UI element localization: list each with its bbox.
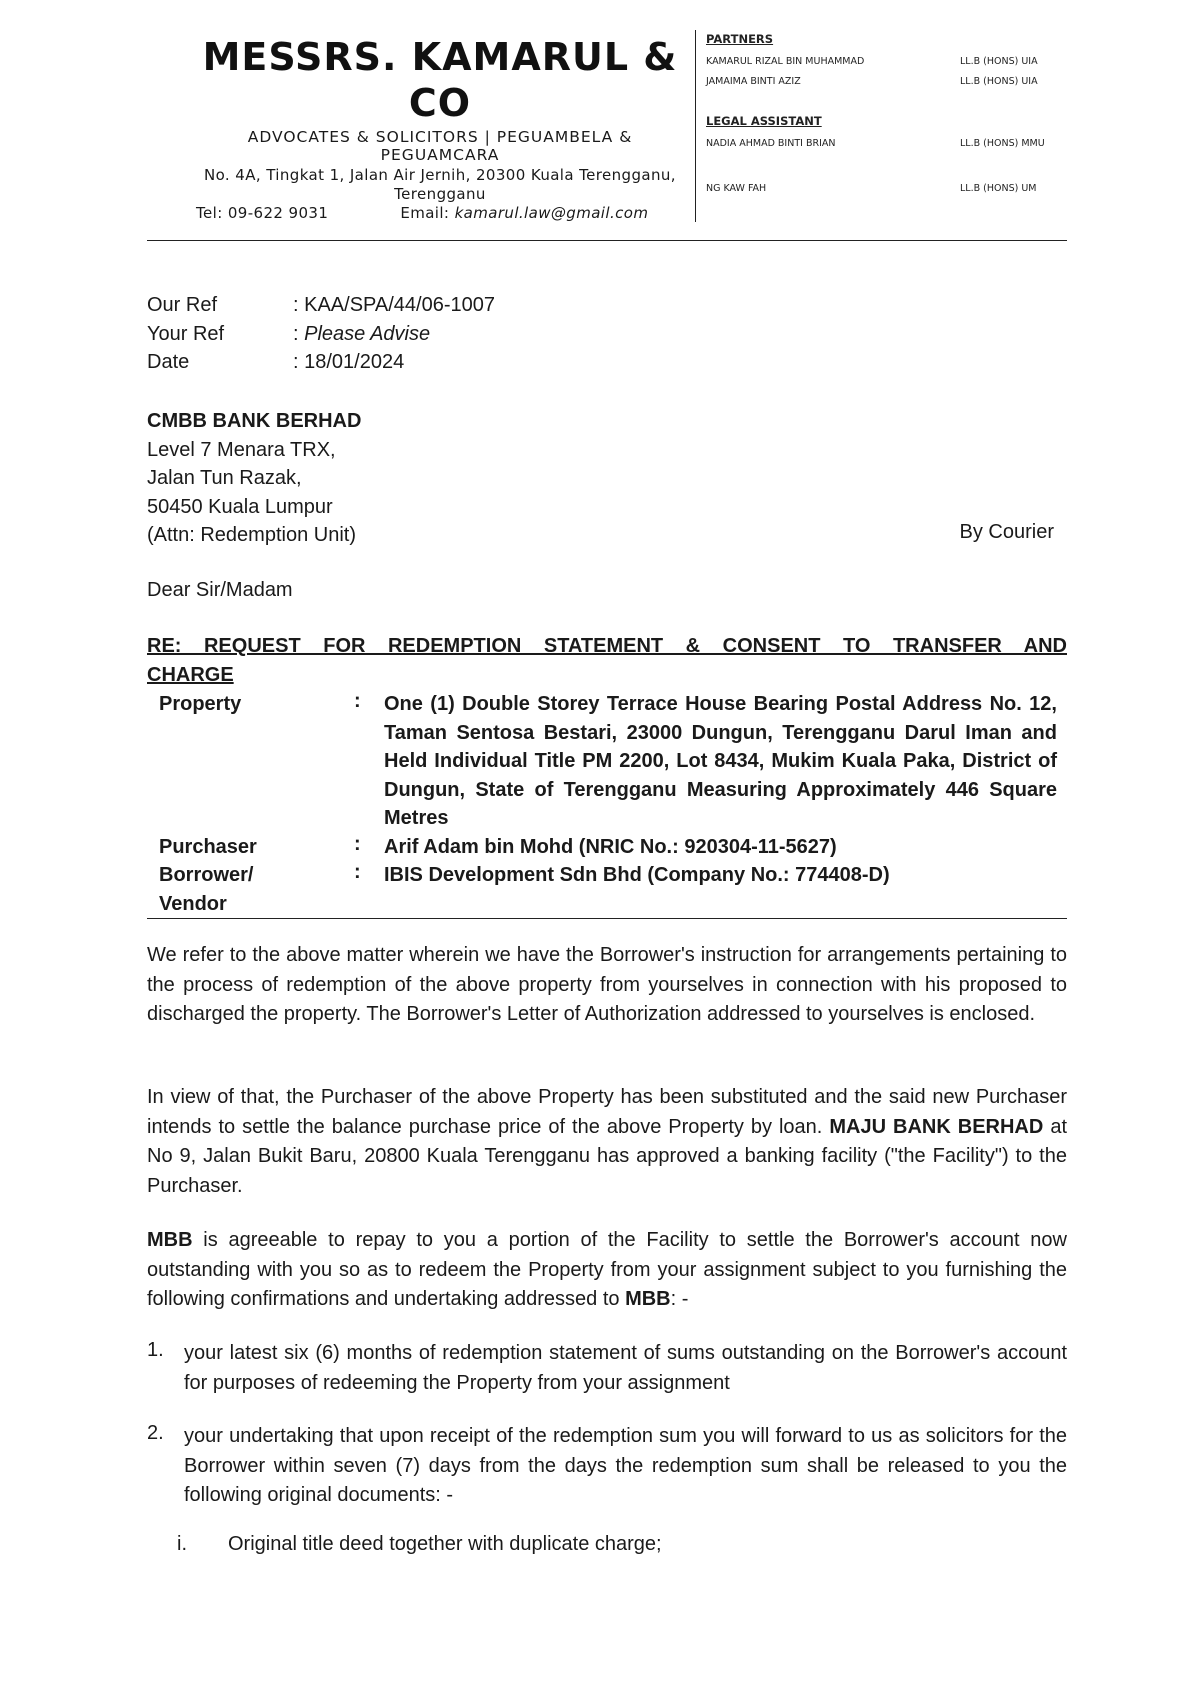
- assistant-row: [706, 138, 1076, 149]
- sublist-numeral: i.: [177, 1533, 187, 1555]
- list-number: 2.: [147, 1422, 164, 1444]
- borrower-label: Borrower/: [159, 864, 254, 886]
- firm-address: No. 4A, Tingkat 1, Jalan Air Jernih, 20300 Kuala Terengganu, Terengganu: [204, 166, 676, 203]
- firm-contact: [190, 204, 690, 223]
- partner-qualification: LL.B (HONS) UIA: [960, 76, 1038, 87]
- recipient-line: Level 7 Menara TRX,: [147, 438, 336, 461]
- paragraph-3-text: is agreeable to repay to you a portion of the Facility to settle the Borrower's account now outstanding with you so as to redeem the Property from your assignment subject to you furnishing the following confirmations and undertaking addressed to: [147, 1229, 1067, 1310]
- bank-abbrev: MBB: [625, 1288, 671, 1310]
- our-ref-row: [147, 294, 495, 317]
- partners-heading: PARTNERS: [706, 32, 774, 46]
- letterhead-divider: [695, 30, 696, 222]
- date-value: : 18/01/2024: [293, 351, 405, 373]
- firm-name: MESSRS. KAMARUL & CO: [202, 35, 678, 125]
- subject-line: CHARGE: [147, 664, 234, 686]
- property-colon: :: [354, 690, 361, 712]
- assistant-qualification: LL.B (HONS) MMU: [960, 138, 1045, 149]
- list-number: 1.: [147, 1339, 164, 1361]
- paragraph-3: [147, 1226, 1067, 1315]
- paragraph-1: We refer to the above matter wherein we have the Borrower's instruction for arrangements pertaining to the process of redemption of the above property from yourselves in connection with his proposed to discharged the property. The Borrower's Letter of Authorization addressed to yourselves is enclosed.: [147, 944, 1067, 1025]
- your-ref-row: [147, 323, 431, 346]
- salutation: Dear Sir/Madam: [147, 579, 293, 601]
- email-label: Email:: [400, 204, 455, 222]
- recipient-attention: (Attn: Redemption Unit): [147, 524, 356, 546]
- sublist-item: Original title deed together with duplicate charge;: [228, 1533, 662, 1555]
- subject-line: RE: REQUEST FOR REDEMPTION STATEMENT & CONSENT TO TRANSFER AND: [147, 635, 1067, 657]
- letterhead-rule: [147, 240, 1067, 241]
- purchaser-value: Arif Adam bin Mohd (NRIC No.: 920304-11-5627): [384, 836, 837, 858]
- assistant-qualification: LL.B (HONS) UM: [960, 183, 1037, 194]
- firm-tagline: ADVOCATES & SOLICITORS | PEGUAMBELA & PEGUAMCARA: [247, 128, 633, 164]
- partner-qualification: LL.B (HONS) UIA: [960, 56, 1038, 67]
- recipient-address: [147, 407, 361, 550]
- assistant-name: NADIA AHMAD BINTI BRIAN: [706, 138, 836, 149]
- our-ref-value: : KAA/SPA/44/06-1007: [293, 294, 495, 316]
- your-ref-text: Please Advise: [304, 323, 431, 345]
- your-ref-label: Your Ref: [147, 323, 225, 345]
- partner-row: [706, 76, 1076, 87]
- partner-name: KAMARUL RIZAL BIN MUHAMMAD: [706, 56, 865, 67]
- borrower-value: IBIS Development Sdn Bhd (Company No.: 774408-D): [384, 864, 890, 886]
- letterhead-firm-block: [190, 34, 690, 223]
- purchaser-colon: :: [354, 833, 361, 855]
- legal-assistant-heading: LEGAL ASSISTANT: [706, 114, 822, 128]
- your-ref-colon: :: [293, 323, 305, 345]
- borrower-colon: :: [354, 861, 361, 883]
- list-item: your undertaking that upon receipt of the redemption sum you will forward to us as solicitors for the Borrower within seven (7) days from the days the redemption sum shall be released to you the following original documents: -: [184, 1425, 1067, 1506]
- firm-email: kamarul.law@gmail.com: [454, 204, 649, 222]
- recipient-line: Jalan Tun Razak,: [147, 467, 302, 489]
- partner-row: [706, 56, 1076, 67]
- section-rule: [147, 918, 1067, 919]
- recipient-line: 50450 Kuala Lumpur: [147, 495, 333, 518]
- paragraph-2-text: In view of that, the Purchaser of the above Property has been substituted and the said new Purchaser intends to settle the balance purchase price of the above Property by loan.: [147, 1086, 1067, 1138]
- bank-name: MAJU BANK BERHAD: [829, 1115, 1044, 1138]
- our-ref-label: Our Ref: [147, 294, 218, 316]
- bank-abbrev: MBB: [147, 1229, 193, 1251]
- assistant-name: NG KAW FAH: [706, 183, 767, 194]
- recipient-name: CMBB BANK BERHAD: [147, 410, 362, 432]
- date-row: [147, 351, 405, 374]
- paragraph-2: [147, 1083, 1067, 1201]
- property-label: Property: [159, 693, 242, 715]
- delivery-method: By Courier: [959, 521, 1054, 543]
- vendor-label: Vendor: [159, 893, 227, 915]
- purchaser-label: Purchaser: [159, 836, 257, 858]
- list-item: your latest six (6) months of redemption statement of sums outstanding on the Borrower's account for purposes of redeeming the Property from your assignment: [184, 1342, 1067, 1394]
- property-description: One (1) Double Storey Terrace House Bearing Postal Address No. 12, Taman Sentosa Bestari, 23000 Dungun, Terengganu Darul Iman and Held Individual Title PM 2200, Lot 8434, Mukim Kuala Paka, District of Dungun, State of Terengganu Measuring Approximately 446 Square Metres: [384, 693, 1057, 830]
- paragraph-2-text: at No 9, Jalan Bukit Baru, 20800 Kuala Terengganu has approved a banking facility ("the Facility") to the Purchaser.: [147, 1115, 1067, 1197]
- date-label: Date: [147, 351, 190, 373]
- partner-name: JAMAIMA BINTI AZIZ: [706, 76, 801, 87]
- your-ref-value: [293, 323, 430, 346]
- paragraph-3-text: : -: [670, 1288, 689, 1310]
- assistant-row: [706, 183, 1076, 194]
- firm-telephone: Tel: 09-622 9031: [196, 204, 329, 222]
